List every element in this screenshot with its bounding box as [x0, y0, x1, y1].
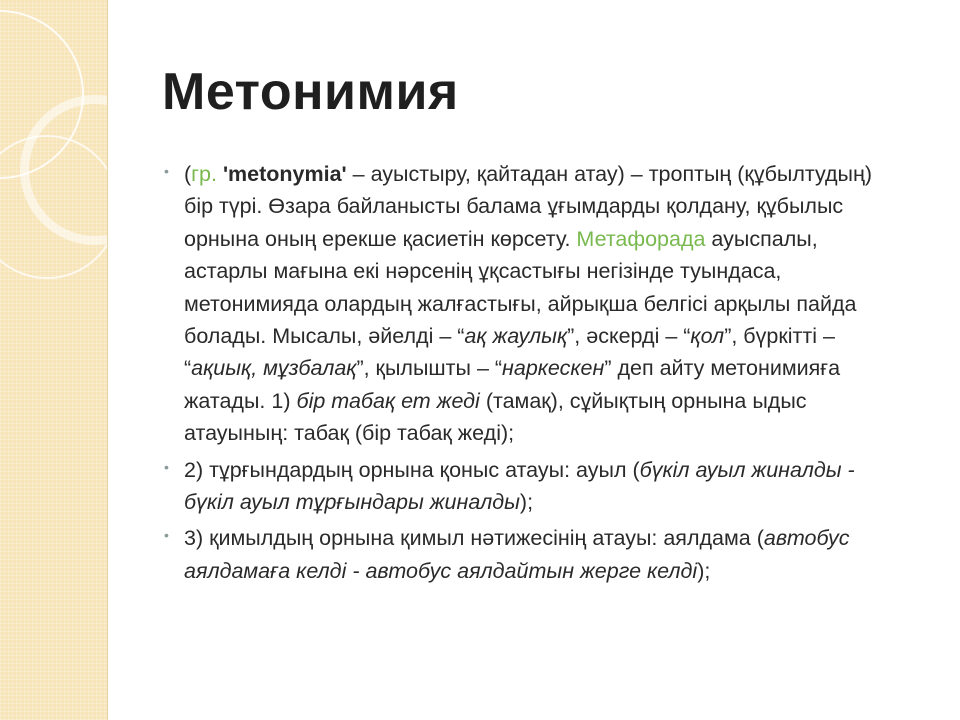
highlighted-term: Метафорада: [576, 226, 706, 251]
decorative-ring-lower: [0, 135, 108, 279]
bullet-item: [162, 522, 902, 587]
text-run: 2) тұрғындардың орнына қоныс атауы: ауыл (: [184, 457, 640, 482]
text-run: ауыспалы, астарлы мағына екі нәрсенің ұқсастығы негізінде туындаса, метонимияда олардың жалғастығы, айрықша белгісі арқылы пайда болады. Мысалы, әйелді – “: [184, 226, 857, 349]
italic-example: қол: [690, 324, 725, 349]
text-run: );: [519, 490, 534, 515]
highlighted-term: гр.: [191, 162, 217, 186]
bullet-text: [184, 162, 872, 445]
text-run: 3) қимылдың орнына қимыл нәтижесінің атауы: аялдама (: [184, 526, 764, 551]
left-decorative-panel: [0, 0, 108, 720]
bullet-item: [162, 454, 902, 519]
text-run: ”, бүркітті – “: [184, 324, 835, 381]
italic-example: наркескен: [502, 356, 605, 381]
slide-content: [162, 158, 902, 587]
text-run: );: [697, 558, 711, 583]
text-run: ”, қылышты – “: [356, 356, 503, 381]
text-run: ” деп айту метонимияға жатады. 1): [184, 356, 841, 413]
text-run: ”, әскерді – “: [567, 324, 691, 349]
text-run: (тамақ), сұйықтың орнына ыдыс атауының: табақ (бір табақ жеді);: [184, 388, 807, 446]
italic-example: автобус аялдамаға келді - автобус аялдайтын жерге келді: [184, 526, 850, 583]
slide-title: Метонимия: [162, 63, 459, 121]
bullet-text: [184, 458, 855, 514]
italic-example: бүкіл ауыл жиналды - бүкіл ауыл тұрғындары жиналды: [184, 457, 855, 515]
italic-example: ақ жаулық: [464, 324, 568, 349]
bullet-marker: •: [164, 527, 169, 544]
text-run: – ауыстыру, қайтадан атау) – троптың (құбылтудың) бір түрі. Өзара байланысты балама ұғымдарды қолдану, құбылыс орнына оның ерекше қасиетін көрсету.: [184, 162, 873, 251]
italic-example: ақиық, мұзбалақ: [191, 356, 357, 381]
bold-term: 'metonymia': [222, 162, 347, 186]
bullet-marker: •: [164, 458, 169, 475]
bullet-text: [184, 526, 850, 582]
text-run: (: [184, 162, 192, 186]
bullet-item: [162, 158, 902, 450]
italic-example: бір табақ ет жеді: [296, 388, 480, 413]
bullet-marker: •: [164, 163, 169, 179]
